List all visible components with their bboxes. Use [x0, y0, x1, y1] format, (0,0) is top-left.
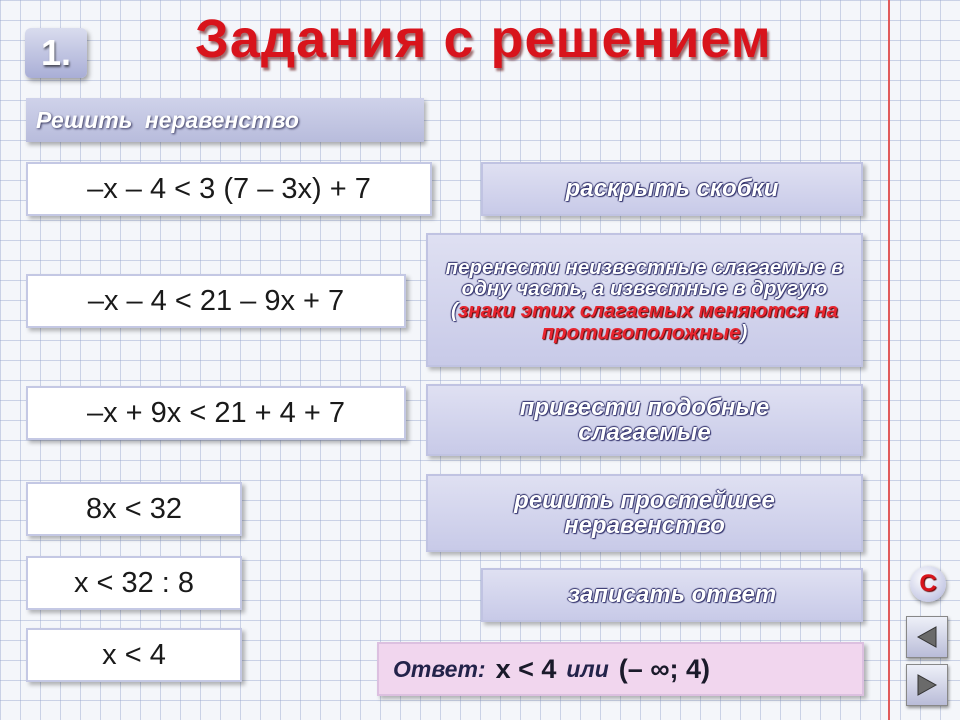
answer-or: или — [566, 655, 609, 682]
hint-solve-simple: решить простейшее неравенство — [426, 474, 863, 552]
triangle-right-icon — [914, 672, 940, 698]
task-number-badge: 1. — [25, 28, 87, 78]
step-1: –x – 4 < 3 (7 – 3x) + 7 — [26, 162, 432, 216]
step-5: x < 32 : 8 — [26, 556, 242, 610]
answer-label: Ответ: — [393, 655, 486, 682]
hint-combine-like-terms: привести подобные слагаемые — [426, 384, 863, 456]
answer-value: x < 4 — [495, 653, 557, 684]
step-4: 8x < 32 — [26, 482, 242, 536]
task-label: Решить неравенство — [26, 98, 424, 142]
notebook-margin-line — [888, 0, 890, 720]
hint-sign-change: знаки этих слагаемых меняются на противоположные — [457, 299, 839, 344]
triangle-left-icon — [914, 624, 940, 650]
next-slide-button[interactable] — [906, 664, 948, 706]
prev-slide-button[interactable] — [906, 616, 948, 658]
hint-open-brackets: раскрыть скобки — [481, 162, 863, 216]
answer-interval: (– ∞; 4) — [618, 653, 711, 684]
step-3: –x + 9x < 21 + 4 + 7 — [26, 386, 406, 440]
hint-move-terms-text: перенести неизвестные слагаемые в одну часть, а известные в другую (знаки этих слагаемых меняются на противоположные) — [445, 255, 844, 344]
step-6: x < 4 — [26, 628, 242, 682]
answer-box — [377, 642, 864, 696]
contents-button[interactable]: С — [910, 566, 946, 602]
step-2: –x – 4 < 21 – 9x + 7 — [26, 274, 406, 328]
hint-write-answer: записать ответ — [481, 568, 863, 622]
page-title: Задания с решением — [195, 9, 772, 69]
hint-move-terms — [426, 233, 863, 367]
